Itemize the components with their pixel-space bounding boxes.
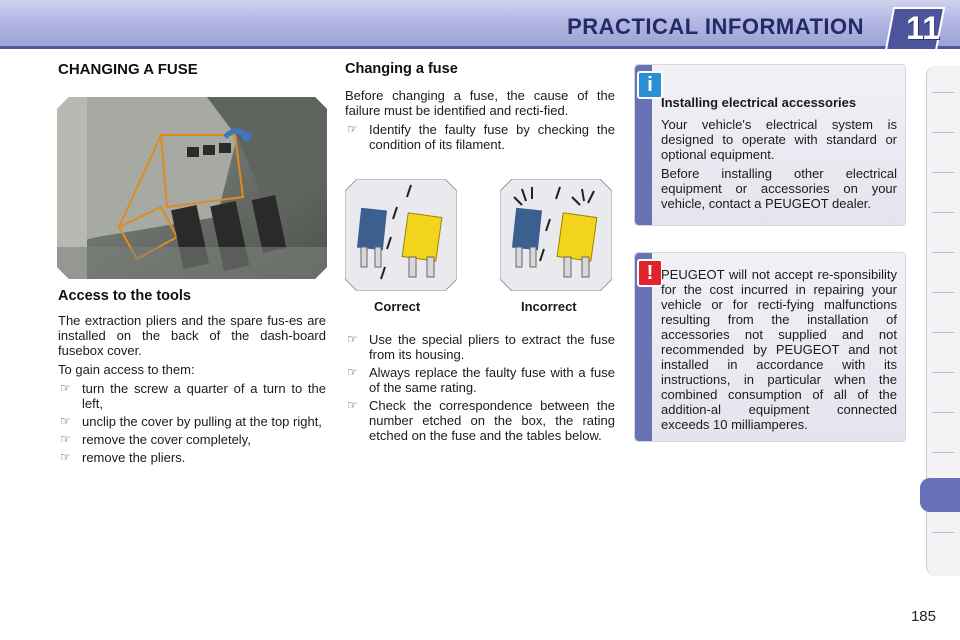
fuse-steps-list <box>345 332 615 443</box>
page-header <box>0 0 960 49</box>
info-icon: i <box>637 71 663 99</box>
pointing-hand-icon: ☞ <box>347 398 358 412</box>
pointing-hand-icon: ☞ <box>60 432 71 446</box>
warning-text: PEUGEOT will not accept re-sponsibility for the cost incurred in repairing your vehicle or for recti-fying malfunctions resulting from the installation of accessories not supplied and not recommended by PEUGEOT and not installed in accordance with its instructions, in particular when the combined consumption of all of the addition-al equipment connected exceeds 10 milliamperes. <box>661 267 897 432</box>
list-item: ☞ Identify the faulty fuse by checking the condition of its filament. <box>347 122 615 152</box>
chapter-title: PRACTICAL INFORMATION <box>567 14 864 39</box>
warning-panel <box>634 252 906 442</box>
list-item: ☞ remove the cover completely, <box>60 432 251 447</box>
fuse-incorrect-illustration <box>500 179 612 291</box>
warning-icon: ! <box>637 259 663 287</box>
pointing-hand-icon: ☞ <box>60 381 71 395</box>
changing-fuse-intro <box>345 88 615 155</box>
access-intro: The extraction pliers and the spare fus-es are installed on the back of the dash-board fusebox cover. <box>58 313 326 358</box>
fuse-steps-section <box>345 332 615 446</box>
info-panel <box>634 64 906 226</box>
pointing-hand-icon: ☞ <box>347 365 358 379</box>
dashboard-fusebox-photo <box>57 97 327 279</box>
fuse-correct-label: Correct <box>374 299 421 314</box>
pointing-hand-icon: ☞ <box>60 414 71 428</box>
info-title: Installing electrical accessories <box>661 95 857 110</box>
access-lead: To gain access to them: <box>58 362 195 377</box>
info-paragraph-1: Your vehicle's electrical system is designed to operate with standard or optional equipment. <box>661 117 897 162</box>
pointing-hand-icon: ☞ <box>60 450 71 464</box>
chapter-number: 11 <box>906 10 940 46</box>
section-title: CHANGING A FUSE <box>58 61 198 78</box>
access-steps-list <box>58 381 326 465</box>
fuse-correct-illustration <box>345 179 457 291</box>
fuse-incorrect-label: Incorrect <box>521 299 577 314</box>
pointing-hand-icon: ☞ <box>347 122 358 136</box>
pointing-hand-icon: ☞ <box>347 332 358 346</box>
changing-fuse-heading: Changing a fuse <box>345 61 458 77</box>
access-tools-section <box>58 313 326 468</box>
access-tools-heading: Access to the tools <box>58 288 191 304</box>
info-paragraph-2: Before installing other electrical equipment or accessories on your vehicle, contact a PEUGEOT dealer. <box>661 166 897 211</box>
changing-fuse-intro-text: Before changing a fuse, the cause of the failure must be identified and recti-fied. <box>345 88 615 118</box>
list-item: ☞ remove the pliers. <box>60 450 186 465</box>
active-chapter-tab[interactable] <box>920 478 960 512</box>
list-item: ☞ Check the correspondence between the number etched on the box, the rating etched on the fuse and the tables below. <box>347 398 615 443</box>
list-item: ☞ Use the special pliers to extract the fuse from its housing. <box>347 332 615 362</box>
list-item: ☞ turn the screw a quarter of a turn to the left, <box>60 381 326 411</box>
page-number: 185 <box>910 608 936 625</box>
list-item: ☞ Always replace the faulty fuse with a fuse of the same rating. <box>347 365 615 395</box>
list-item: ☞ unclip the cover by pulling at the top right, <box>60 414 322 429</box>
